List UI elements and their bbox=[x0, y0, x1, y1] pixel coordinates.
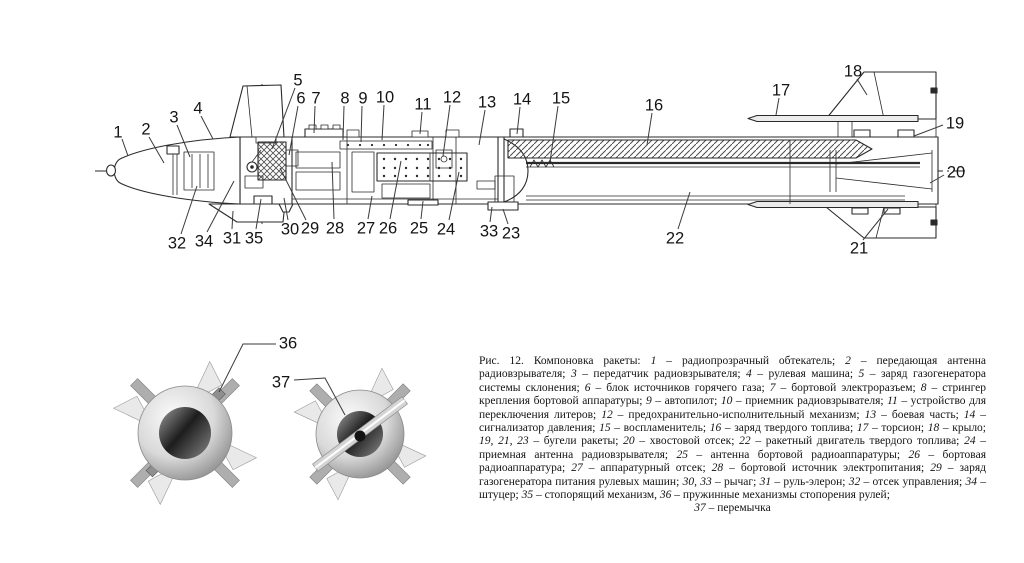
bugel-top-1 bbox=[854, 130, 870, 137]
connector-pin-2 bbox=[321, 125, 328, 129]
callout-number-35: 35 bbox=[244, 229, 264, 248]
callout-number-23: 23 bbox=[501, 224, 521, 243]
torsion-rod-bottom bbox=[748, 202, 918, 208]
callout-number-17: 17 bbox=[771, 81, 791, 100]
wing-bolt-top bbox=[931, 88, 937, 93]
callout-leader-10 bbox=[382, 105, 384, 140]
tail-wing-bottom bbox=[826, 207, 936, 238]
callout-number-28: 28 bbox=[325, 219, 345, 238]
caption-part-1: 1 – радиопрозрачный обтекатель; bbox=[650, 355, 846, 367]
callout-leader-19 bbox=[914, 125, 943, 136]
callout-number-19: 19 bbox=[945, 114, 965, 133]
caption-part-26: 26 – бортовая радиоаппаратура; bbox=[479, 448, 986, 475]
pressure-signal-fitting bbox=[510, 129, 523, 137]
caption-part-5: 5 – заряд газогенератора системы склонения; bbox=[479, 368, 987, 394]
hull-tab-2 bbox=[446, 130, 459, 137]
front-view-with-jumper bbox=[267, 341, 454, 528]
steering-machine-axle bbox=[250, 165, 254, 169]
callout-number-9: 9 bbox=[358, 89, 368, 108]
callout-number-11: 11 bbox=[414, 95, 432, 114]
caption-part-29: 29 – заряд газогенератора питания рулевых машин; bbox=[479, 462, 986, 488]
nose-cone-front-view-1 bbox=[159, 407, 211, 459]
hull-tab-1 bbox=[347, 130, 359, 137]
caption-paragraph bbox=[479, 355, 986, 502]
callout-number-4: 4 bbox=[193, 99, 203, 118]
callout-number-18: 18 bbox=[843, 62, 863, 81]
caption-final-line bbox=[479, 502, 986, 515]
callout-number-24: 24 bbox=[436, 220, 456, 239]
electrical-connector-fairing bbox=[305, 129, 343, 137]
callout-number-2: 2 bbox=[141, 120, 151, 139]
callout-leader-17 bbox=[776, 98, 779, 115]
connector-pin-1 bbox=[309, 125, 316, 129]
caption-part-6: 6 – блок источников горячего газа; bbox=[584, 381, 770, 394]
caption-part-25: 25 – антенна бортовой радиоаппаратуры; bbox=[676, 448, 909, 461]
caption-part-11: 11 – устройство для переключения литеров; bbox=[479, 395, 986, 421]
callout-leader-8 bbox=[343, 106, 344, 140]
caption-part-13: 13 – боевая часть; bbox=[864, 408, 964, 421]
caption-part-2: 2 – передающая антенна радиовзрывателя; bbox=[479, 355, 987, 381]
canard-rudder-top bbox=[230, 85, 284, 137]
callout-number-8: 8 bbox=[340, 89, 350, 108]
callout-leader-4 bbox=[201, 116, 213, 139]
caption-part-15: 15 – воспламенитель; bbox=[599, 422, 710, 435]
launch-shoe-foot bbox=[488, 202, 518, 210]
torsion-rod-top bbox=[748, 116, 918, 122]
caption-part-8: 8 – стрингер крепления бортовой аппаратуры; bbox=[479, 381, 987, 408]
tail-wing-top bbox=[826, 72, 936, 119]
caption-part-36: 36 – пружинные механизмы стопорения рулей; bbox=[659, 489, 890, 502]
caption-part-31: 31 – руль-элерон; bbox=[759, 475, 849, 488]
callout-number-36: 36 bbox=[278, 334, 298, 353]
callout-number-15: 15 bbox=[551, 89, 571, 108]
callout-number-33: 33 bbox=[479, 222, 499, 241]
wing-bolt-bottom bbox=[931, 220, 937, 225]
caption-part-4: 4 – рулевая машина; bbox=[746, 368, 859, 381]
callout-number-31: 31 bbox=[222, 229, 242, 248]
caption-part-34: 34 – штуцер; bbox=[479, 475, 987, 502]
callout-number-10: 10 bbox=[375, 88, 395, 107]
connector-pin-3 bbox=[333, 125, 340, 129]
callout-number-12: 12 bbox=[442, 88, 462, 107]
callout-number-7: 7 bbox=[311, 89, 321, 108]
antenna-mount bbox=[167, 146, 179, 154]
callout-number-27: 27 bbox=[356, 219, 376, 238]
caption-part-12: 12 – предохранительно-исполнительный механизм; bbox=[601, 408, 865, 421]
caption-title: Компоновка ракеты: bbox=[533, 355, 641, 367]
caption-part-10: 10 – приемник радиовзрывателя; bbox=[720, 395, 888, 408]
callout-number-21: 21 bbox=[849, 239, 869, 258]
bugel-top-2 bbox=[898, 130, 914, 137]
caption-part-16: 16 – заряд твердого топлива; bbox=[709, 422, 857, 435]
caption-part-3: 3 – передатчик радиовзрывателя; bbox=[570, 368, 747, 381]
callout-number-6: 6 bbox=[296, 89, 306, 108]
caption-part-22: 22 – ракетный двигатель твердого топлива; bbox=[739, 435, 965, 448]
caption-part-24: 24 – приемная антенна радиовзрывателя; bbox=[479, 435, 987, 461]
stopper-mechanism bbox=[254, 196, 272, 204]
callout-number-32: 32 bbox=[167, 234, 187, 253]
callout-number-26: 26 bbox=[378, 219, 398, 238]
callout-number-34: 34 bbox=[194, 232, 214, 251]
caption-part-19-21-23: 19, 21, 23 – бугели ракеты; bbox=[479, 435, 624, 448]
caption-part-14: 14 – сигнализатор давления; bbox=[479, 408, 987, 435]
caption-part-7: 7 – бортовой электроразъем; bbox=[769, 381, 921, 394]
callout-number-37: 37 bbox=[271, 373, 291, 392]
caption-part-27: 27 – аппаратурный отсек; bbox=[571, 462, 712, 475]
bugel-bottom-1 bbox=[852, 208, 868, 214]
caption-part-18: 18 – крыло; bbox=[927, 422, 987, 435]
nose-tip-cap bbox=[107, 165, 116, 176]
caption-part-32: 32 – отсек управления; bbox=[848, 475, 966, 488]
caption-part-30-33: 30, 33 – рычаг; bbox=[682, 475, 760, 488]
center-hub-dot bbox=[355, 431, 366, 442]
callout-number-16: 16 bbox=[644, 96, 664, 115]
solid-propellant-charge bbox=[508, 140, 872, 158]
callout-leader-1 bbox=[122, 139, 128, 156]
callout-number-30: 30 bbox=[280, 220, 300, 239]
callout-number-29: 29 bbox=[300, 219, 320, 238]
caption-figure-number: Рис. 12. bbox=[479, 355, 524, 367]
caption-part-17: 17 – торсион; bbox=[856, 422, 928, 435]
callout-number-25: 25 bbox=[409, 219, 429, 238]
caption-part-35: 35 – стопорящий механизм, bbox=[521, 489, 660, 502]
caption-part-28: 28 – бортовой источник электропитания; bbox=[711, 462, 931, 475]
callout-number-3: 3 bbox=[169, 108, 179, 127]
callout-number-20: 20 bbox=[946, 163, 966, 182]
callout-number-1: 1 bbox=[113, 123, 123, 142]
callout-number-5: 5 bbox=[293, 71, 303, 90]
callout-leader-23 bbox=[503, 209, 508, 224]
caption-part-9: 9 – автопилот; bbox=[645, 395, 721, 408]
figure-caption bbox=[479, 355, 986, 516]
callout-number-22: 22 bbox=[665, 229, 685, 248]
callout-number-14: 14 bbox=[512, 90, 532, 109]
caption-part-20: 20 – хвостовой отсек; bbox=[623, 435, 740, 448]
callout-number-13: 13 bbox=[477, 93, 497, 112]
caption-part-37: 37 – перемычка bbox=[694, 502, 771, 515]
front-view-rudders-stowed bbox=[83, 331, 287, 535]
